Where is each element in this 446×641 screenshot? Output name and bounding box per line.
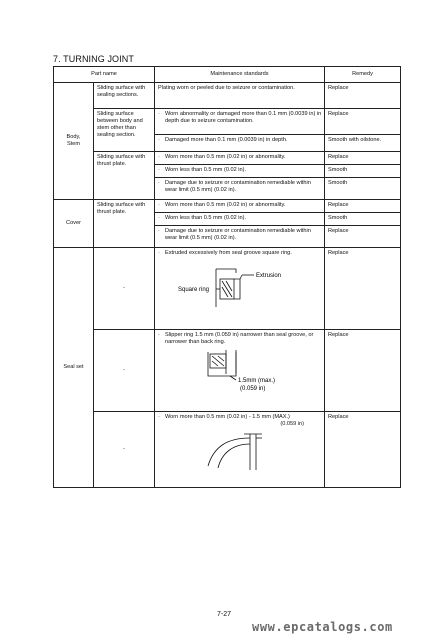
remedy-text: Replace <box>325 330 401 412</box>
standard-text <box>155 178 325 200</box>
remedy-text: Smooth <box>325 213 401 226</box>
standard-text <box>155 200 325 213</box>
standard-line: Worn less than 0.5 mm (0.02 in). <box>165 167 247 173</box>
standard-line: Damage due to seizure or contamination remediable within wear limit (0.5 mm) (0.02 in). <box>165 180 311 193</box>
extrusion-label: Extrusion <box>256 273 282 279</box>
table-header-row <box>54 67 401 83</box>
remedy-text: Smooth <box>325 165 401 178</box>
max-width-inch-label: (0.059 in) <box>240 386 266 392</box>
section-title: 7. TURNING JOINT <box>53 54 134 64</box>
sub-part: Sliding surface between body and stem other than sealing section. <box>94 109 155 152</box>
standard-line: Worn more than 0.5 mm (0.02 in) or abnormality. <box>165 154 286 160</box>
sub-part: Sliding surface with thrust plate. <box>94 152 155 200</box>
bullet-mark: · <box>158 332 160 338</box>
standard-text <box>155 165 325 178</box>
standard-cell <box>155 412 325 488</box>
part-seal-set: Seal set <box>54 248 94 488</box>
sub-part: - <box>94 412 155 488</box>
page-number: 7-27 <box>217 611 232 618</box>
standard-line: Worn more than 0.5 mm (0.02 in) - 1.5 mm (MAX.) <box>165 414 290 420</box>
sub-part: Sliding surface with sealing sections. <box>94 83 155 109</box>
remedy-text: Replace <box>325 226 401 248</box>
remedy-text: Replace <box>325 109 401 135</box>
header-remedy: Remedy <box>325 67 401 83</box>
bullet-mark: · <box>158 202 160 208</box>
table-row <box>54 330 401 412</box>
table-row <box>54 152 401 165</box>
square-ring-label: Square ring <box>178 287 210 293</box>
part-body-stem-label: Body, Stem <box>66 134 81 147</box>
bullet-mark: · <box>158 111 160 117</box>
bullet-mark: · <box>158 215 160 221</box>
standard-line: Worn abnormality or damaged more than 0.1 mm (0.0039 in) in depth due to seizure contamination. <box>165 111 322 124</box>
standard-line: Worn less than 0.5 mm (0.02 in). <box>165 215 247 221</box>
remedy-text: Replace <box>325 152 401 165</box>
standard-text <box>155 226 325 248</box>
maintenance-table <box>53 66 401 488</box>
standard-text: Plating worn or peeled due to seizure or contamination. <box>155 83 325 109</box>
bullet-mark: · <box>158 250 160 256</box>
remedy-text: Smooth <box>325 178 401 200</box>
remedy-text: Replace <box>325 83 401 109</box>
bullet-mark: · <box>158 137 160 143</box>
bullet-mark: · <box>158 228 160 234</box>
sub-part: - <box>94 248 155 330</box>
standard-line: Damage due to seizure or contamination remediable within wear limit (0.5 mm) (0.02 in). <box>165 228 311 241</box>
standard-line: Worn more than 0.5 mm (0.02 in) or abnormality. <box>165 202 286 208</box>
table-row <box>54 109 401 135</box>
remedy-text: Replace <box>325 412 401 488</box>
sub-part: - <box>94 330 155 412</box>
standard-line: Damaged more than 0.1 mm (0.0039 in) in depth. <box>165 137 288 143</box>
max-width-label: 1.5mm (max.) <box>238 378 276 384</box>
remedy-text: Replace <box>325 200 401 213</box>
standard-line-continued: (0.059 in) <box>280 421 304 427</box>
remedy-text: Replace <box>325 248 401 330</box>
bullet-mark: · <box>158 414 160 420</box>
standard-text <box>155 109 325 135</box>
wear-figure <box>158 428 318 472</box>
sub-part: Sliding surface with thrust plate. <box>94 200 155 248</box>
standard-cell <box>155 248 325 330</box>
bullet-mark: · <box>158 180 160 186</box>
part-cover: Cover <box>54 200 94 248</box>
standard-line: Slipper ring 1.5 mm (0.059 in) narrower than seal groove, or narrower than back ring. <box>165 332 314 345</box>
standard-text <box>155 152 325 165</box>
standard-line: Extruded excessively from seal groove square ring. <box>165 250 292 256</box>
table-row <box>54 200 401 213</box>
table-row <box>54 248 401 330</box>
remedy-text: Smooth with oilstone. <box>325 135 401 152</box>
watermark: www.epcatalogs.com <box>252 620 393 634</box>
bullet-mark: · <box>158 167 160 173</box>
header-part-name: Part name <box>54 67 155 83</box>
standard-cell <box>155 330 325 412</box>
extrusion-figure <box>158 257 318 313</box>
bullet-mark: · <box>158 154 160 160</box>
standard-text <box>155 213 325 226</box>
header-maintenance-standards: Maintenance standards <box>155 67 325 83</box>
part-body-stem <box>54 83 94 200</box>
standard-text <box>155 135 325 152</box>
slipper-ring-figure <box>158 346 318 398</box>
table-row <box>54 83 401 109</box>
table-row <box>54 412 401 488</box>
